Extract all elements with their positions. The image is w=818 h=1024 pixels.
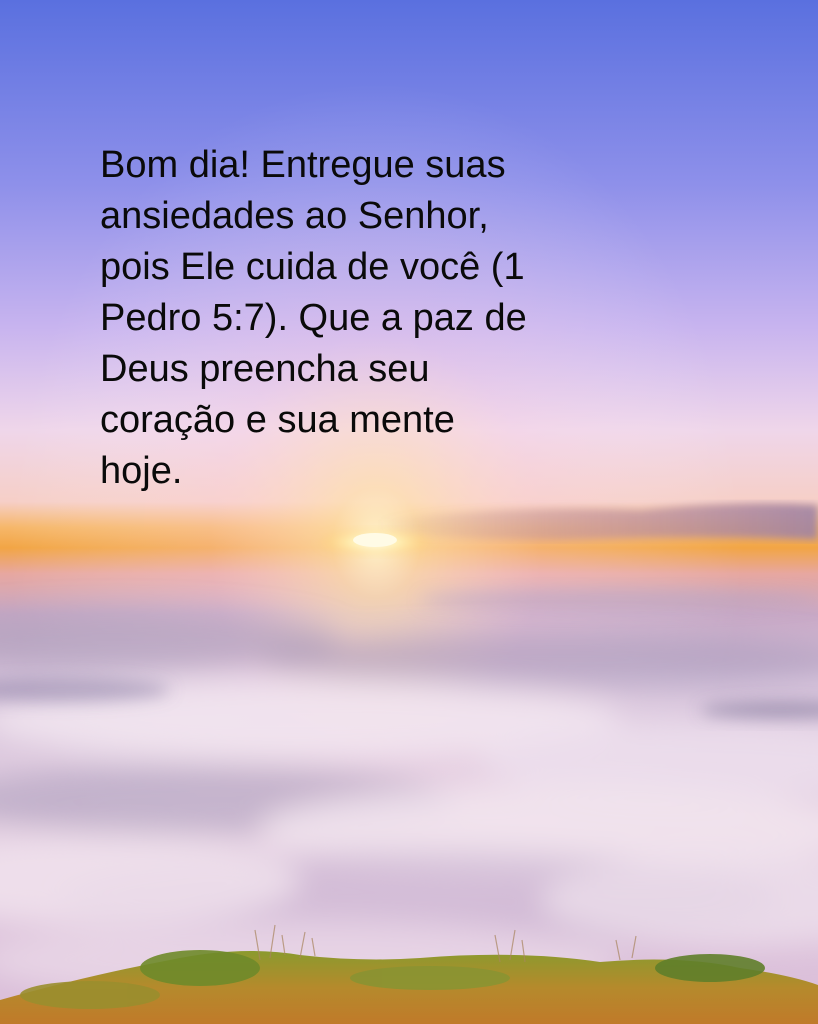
- devotional-message: Bom dia! Entregue suas ansiedades ao Senhor, pois Ele cuida de você (1 Pedro 5:7). Que a paz de Deus preencha seu coração e sua mente hoje.: [100, 144, 527, 492]
